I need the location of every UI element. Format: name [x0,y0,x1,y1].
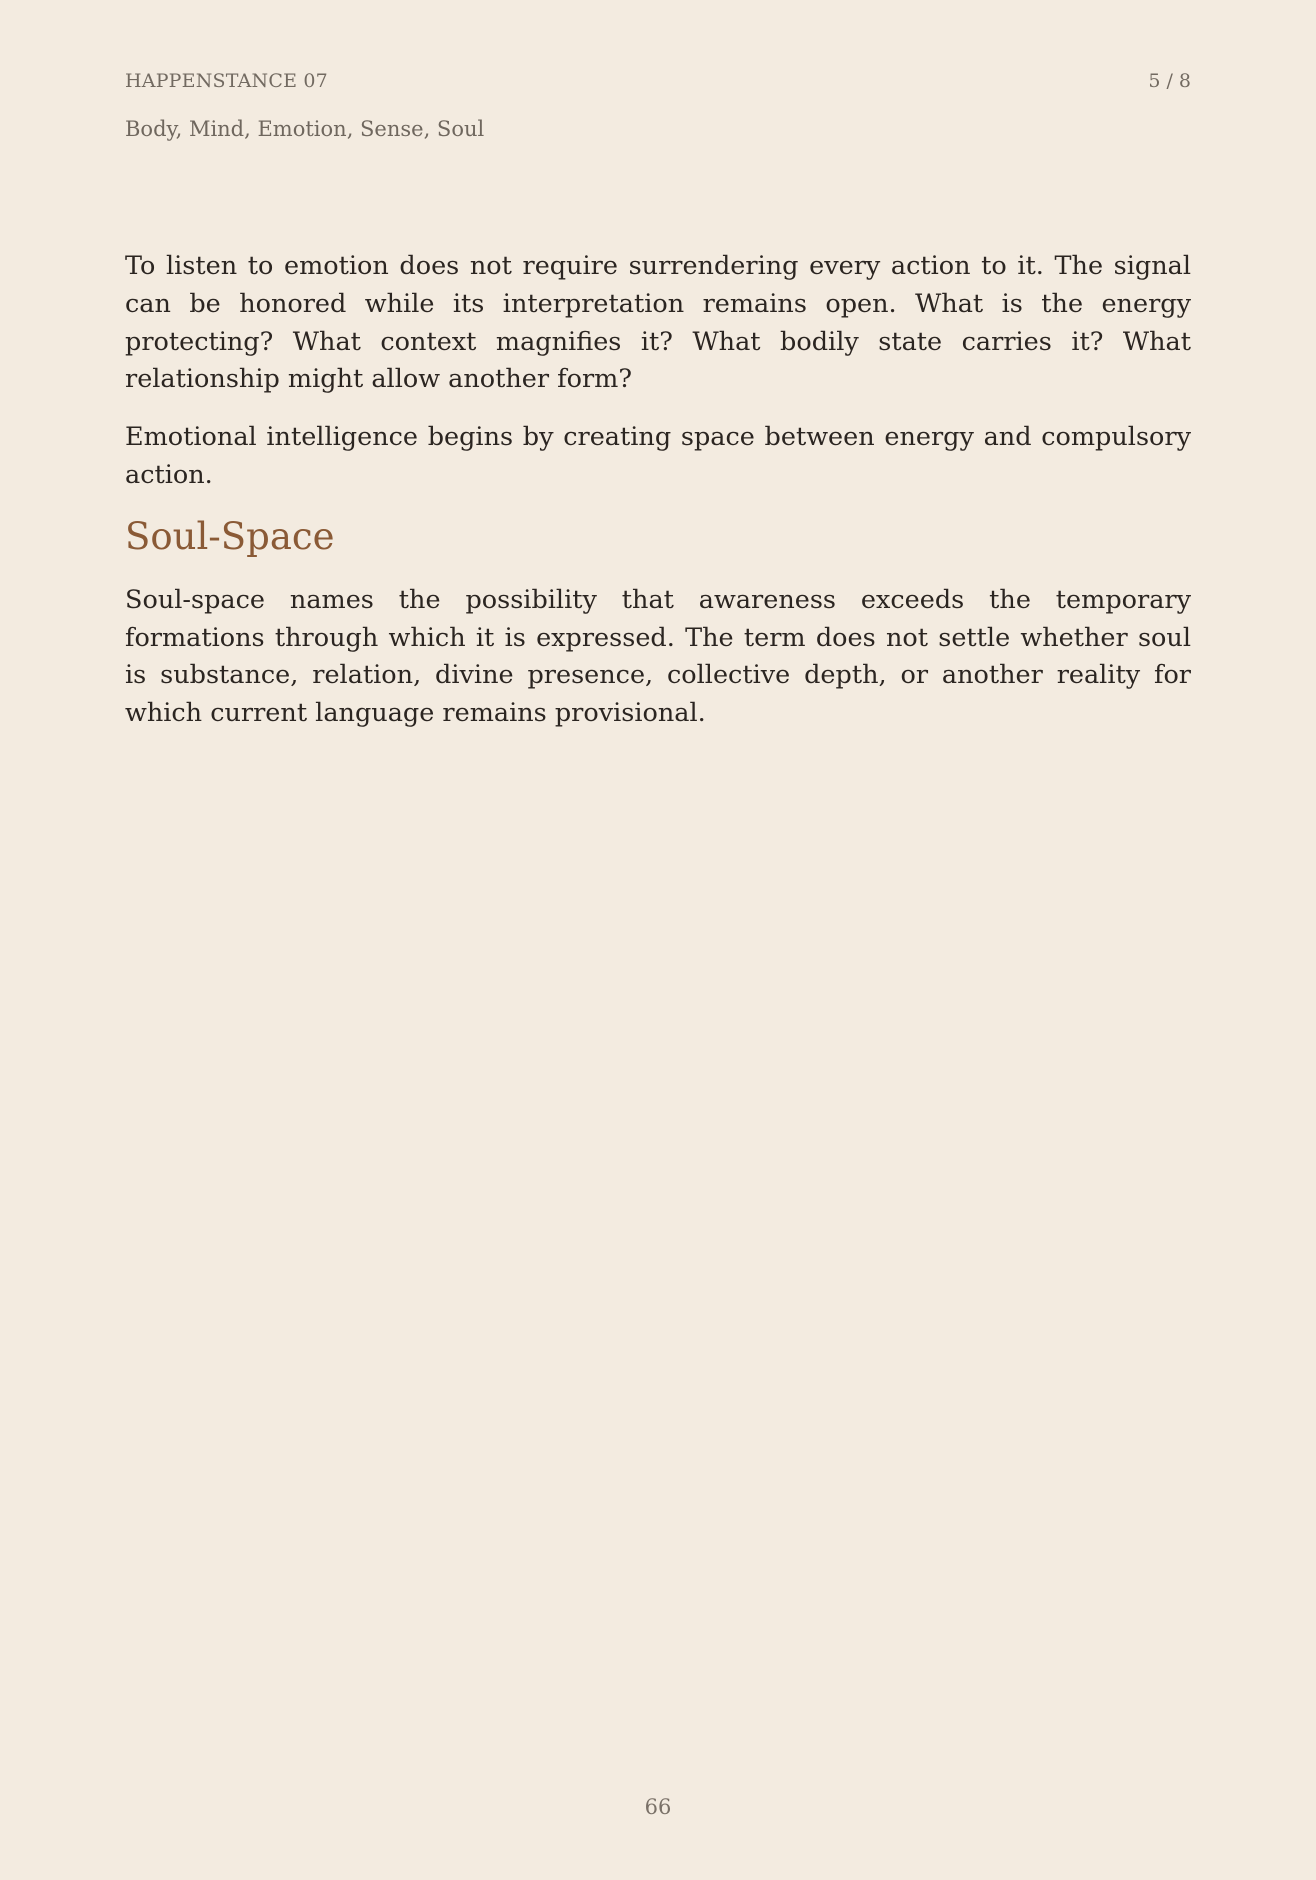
chapter-subtitle: Body, Mind, Emotion, Sense, Soul [125,117,485,141]
section-heading: Soul-Space [125,514,335,558]
paragraph: To listen to emotion does not require surrendering every action to it. The signal can be honored while its interpretation remains open. What is the energy protecting? What context magnifies it? What bodily state carries it? What relationship might allow another form? [125,251,1191,395]
document-page [125,0,1191,1880]
page-counter: 5 / 8 [1148,70,1191,92]
paragraph: Emotional intelligence begins by creating space between energy and compulsory action. [125,422,1191,490]
paragraph: Soul-space names the possibility that awareness exceeds the temporary formations through which it is expressed. The term does not settle whether soul is substance, relation, divine presence, collective depth, or another reality for which current language remains provisional. [125,584,1191,729]
running-header [125,70,1191,94]
series-title: HAPPENSTANCE 07 [125,70,328,92]
page-number: 66 [644,1795,672,1819]
body-text [125,248,1191,753]
